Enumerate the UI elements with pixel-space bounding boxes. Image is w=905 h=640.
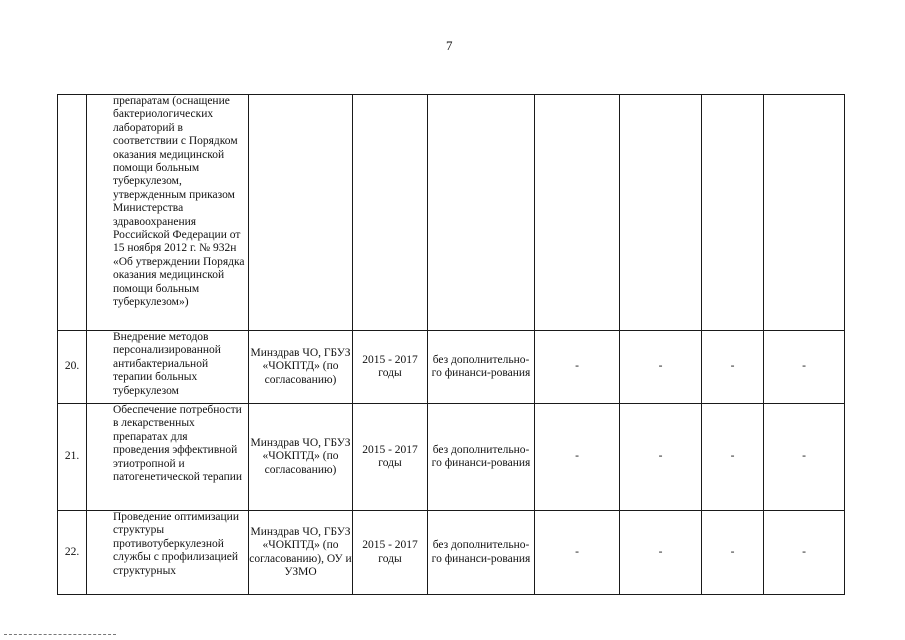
num-cell <box>58 95 87 331</box>
amount-cell: - <box>620 331 702 404</box>
activity-name: Внедрение методов персонализированной антибактериальной терапии больных туберкулезом <box>113 331 221 397</box>
amount-cell: - <box>764 511 845 595</box>
footnote-divider <box>4 634 116 635</box>
row-number: 22. <box>58 511 87 595</box>
amount-cell: - <box>535 404 620 511</box>
activity-name-cell <box>87 331 249 404</box>
activity-name-cell <box>87 511 249 595</box>
activity-name-cell <box>87 95 249 331</box>
financing-cell: без дополнительно-го финанси-рования <box>428 511 535 595</box>
period-cell <box>353 95 428 331</box>
financing-cell <box>428 95 535 331</box>
executor-cell <box>249 95 353 331</box>
table-row-21 <box>58 404 845 511</box>
period-cell: 2015 - 2017 годы <box>353 511 428 595</box>
row-number: 20. <box>58 331 87 404</box>
amount-cell: - <box>764 404 845 511</box>
page-number: 7 <box>446 38 453 53</box>
amount-cell <box>535 95 620 331</box>
table-row-continuation <box>58 95 845 331</box>
activity-name: препаратам (оснащение бактериологических лабораторий в соответствии с Порядком оказания медицинской помощи больным туберкулезом, утвержденным приказом Министерства здравоохранения Российской Федерации от 15 ноября 2012 г. № 932н «Об утверждении Порядка оказания медицинской помощи больным туберкулезом») <box>113 95 245 309</box>
amount-cell: - <box>535 511 620 595</box>
executor-cell: Минздрав ЧО, ГБУЗ «ЧОКПТД» (по согласованию) <box>249 331 353 404</box>
amount-cell <box>620 95 702 331</box>
activity-name: Проведение оптимизации структуры противотуберкулезной службы с профилизацией структурных <box>113 511 239 577</box>
amount-cell: - <box>702 404 764 511</box>
amount-cell: - <box>620 511 702 595</box>
program-activities-table <box>57 94 845 595</box>
row-number: 21. <box>58 404 87 511</box>
amount-cell <box>764 95 845 331</box>
financing-cell: без дополнительно-го финанси-рования <box>428 331 535 404</box>
period-cell: 2015 - 2017 годы <box>353 404 428 511</box>
amount-cell: - <box>702 511 764 595</box>
executor-cell: Минздрав ЧО, ГБУЗ «ЧОКПТД» (по согласованию), ОУ и УЗМО <box>249 511 353 595</box>
executor-cell: Минздрав ЧО, ГБУЗ «ЧОКПТД» (по согласованию) <box>249 404 353 511</box>
activity-name: Обеспечение потребности в лекарственных препаратах для проведения эффективной этиотропной и патогенетической терапии <box>113 404 243 484</box>
table-row-20 <box>58 331 845 404</box>
amount-cell: - <box>535 331 620 404</box>
period-cell: 2015 - 2017 годы <box>353 331 428 404</box>
amount-cell <box>702 95 764 331</box>
amount-cell: - <box>620 404 702 511</box>
activity-name-cell <box>87 404 249 511</box>
financing-cell: без дополнительно-го финанси-рования <box>428 404 535 511</box>
amount-cell: - <box>764 331 845 404</box>
table-row-22 <box>58 511 845 595</box>
amount-cell: - <box>702 331 764 404</box>
